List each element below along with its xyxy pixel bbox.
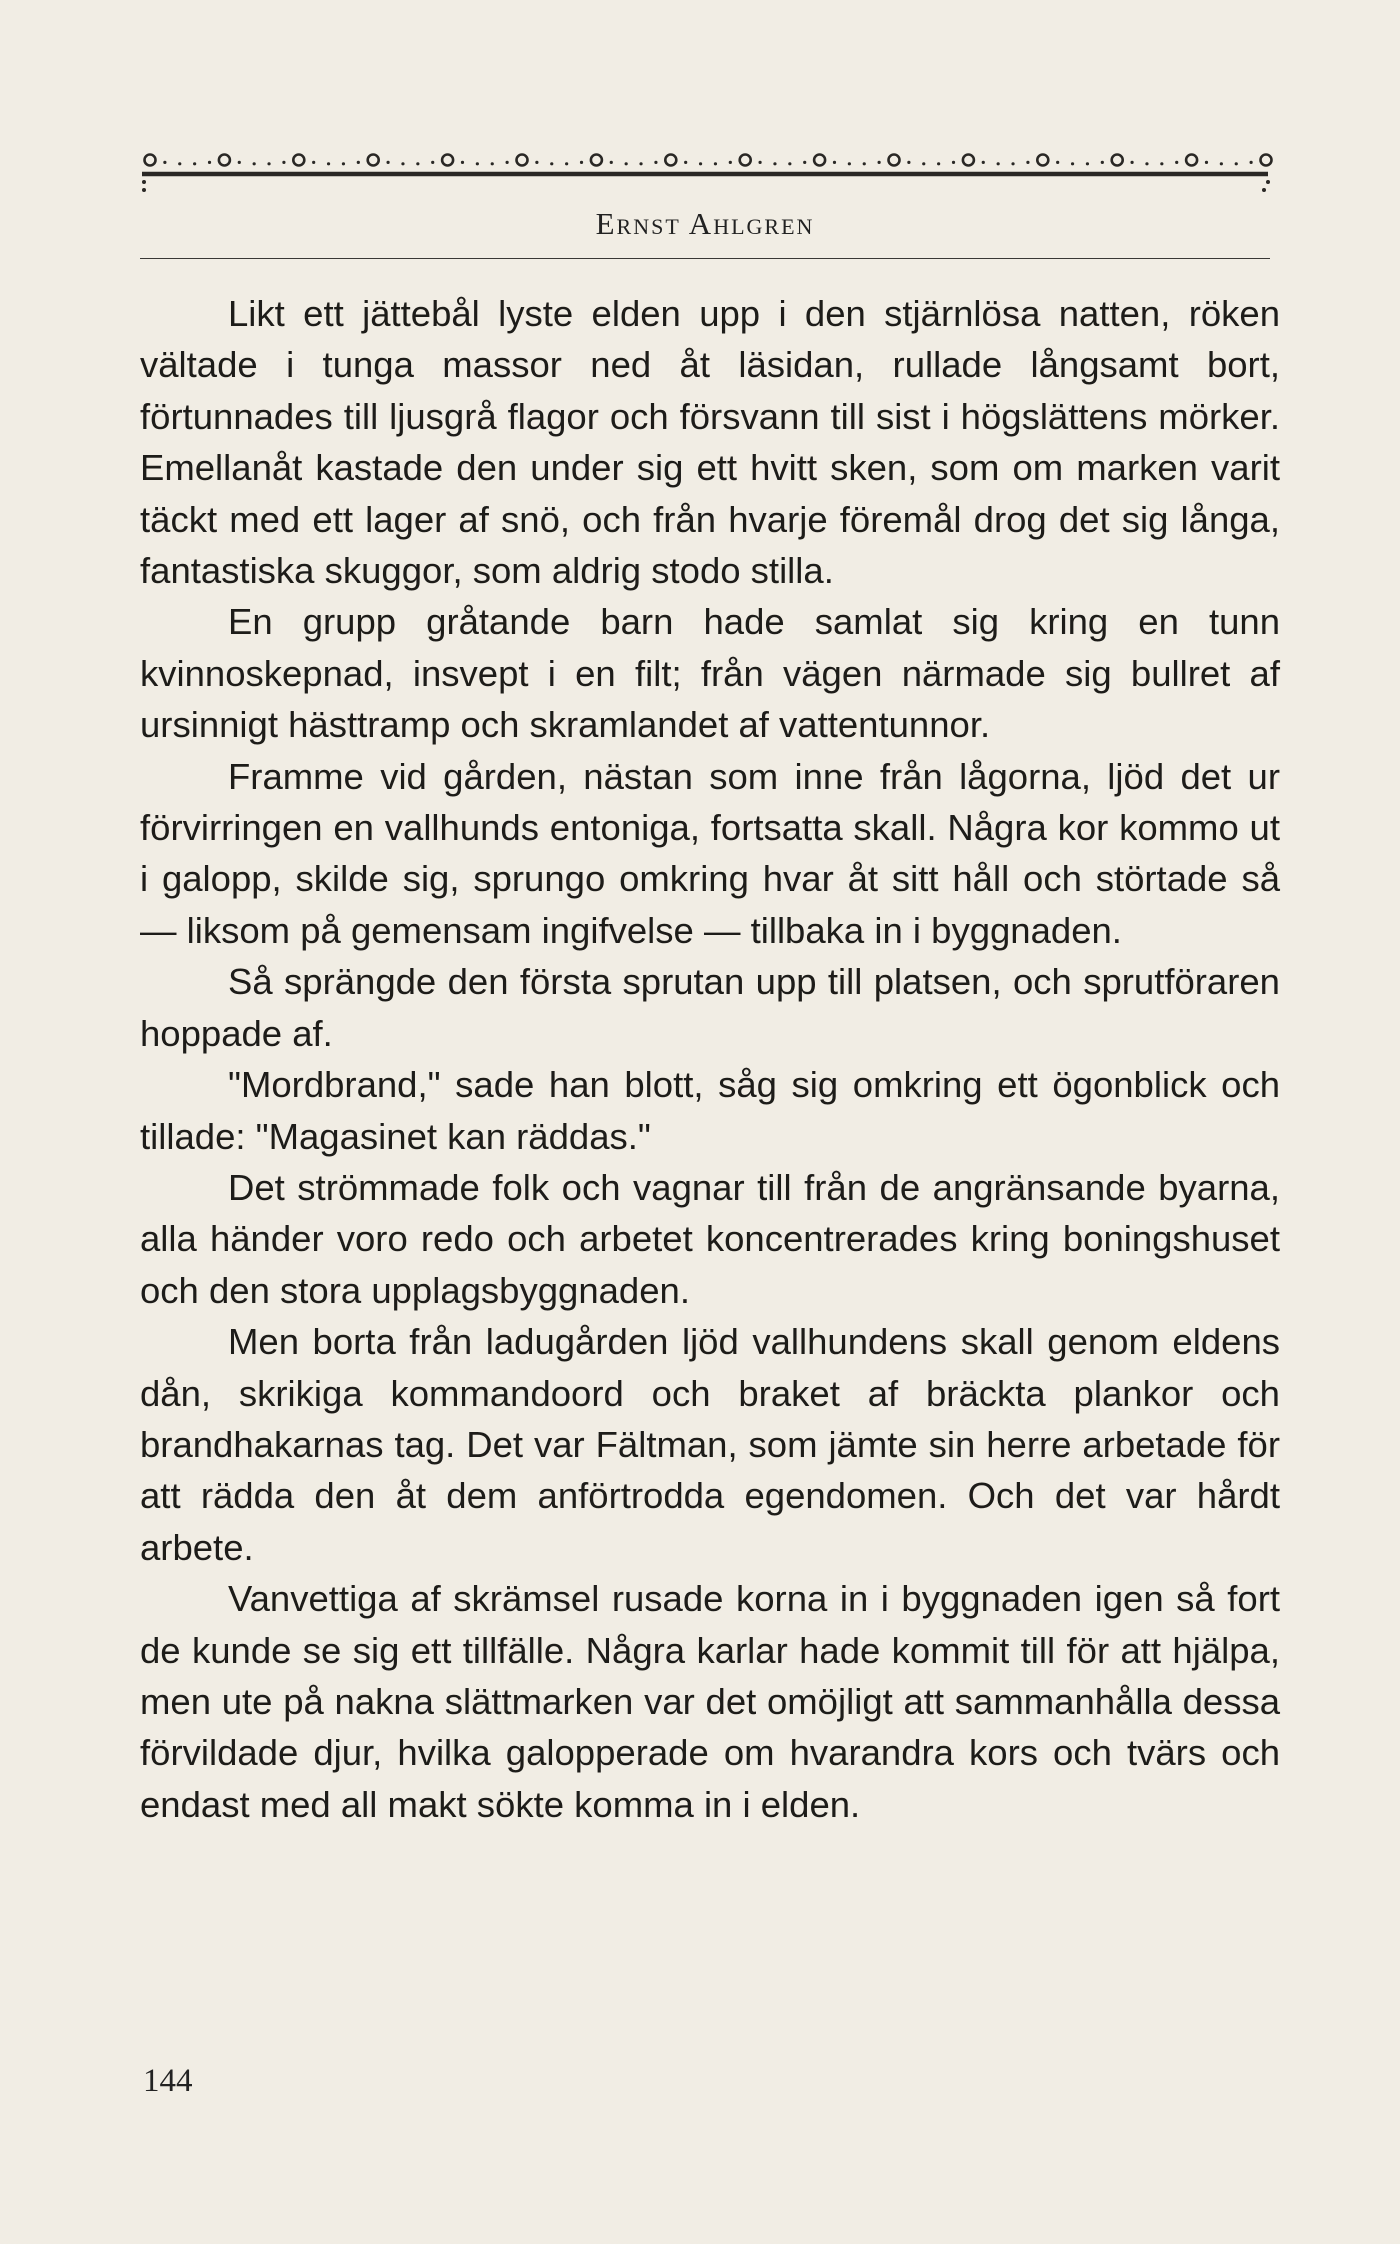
paragraph: Framme vid gården, nästan som inne från lågorna, ljöd det ur förvirringen en vallhunds entoniga, fortsatta skall. Några kor kommo ut i galopp, skilde sig, sprungo omkring hvar åt sitt håll och störtade så — liksom på gemensam ingifvelse — tillbaka in i byggnaden.	[140, 755, 1280, 951]
paragraph: Så sprängde den första sprutan upp till platsen, och sprutföraren hoppade af.	[140, 961, 1280, 1054]
paragraph: Det strömmade folk och vagnar till från de angränsande byarna, alla händer voro redo och arbetet koncentrerades kring boningshuset och den stora upplagsbyggnaden.	[140, 1166, 1280, 1311]
page-number: 144	[143, 2063, 193, 2099]
paragraph: En grupp gråtande barn hade samlat sig kring en tunn kvinnoskepnad, insvept i en filt; från vägen närmade sig bullret af ursinnigt hästtramp och skramlandet af vattentunnor.	[140, 601, 1280, 746]
ornamental-border	[138, 138, 1278, 198]
paragraph: Vanvettiga af skrämsel rusade korna in i byggnaden igen så fort de kunde se sig ett tillfälle. Några karlar hade kommit till för att hjälpa, men ute på nakna slättmarken var det omöjligt att sammanhålla dessa förvildade djur, hvilka galopperade om hvarandra kors och tvärs och endast med all makt sökte komma in i elden.	[140, 1578, 1280, 1825]
body-text	[140, 288, 1280, 1830]
paragraph: Men borta från ladugården ljöd vallhundens skall genom eldens dån, skrikiga kommandoord och braket af bräckta plankor och brandhakarnas tag. Det var Fältman, som jämte sin herre arbetade för att rädda den åt dem anförtrodda egendomen. Och det var hårdt arbete.	[140, 1321, 1280, 1568]
running-head: Ernst Ahlgren	[595, 206, 815, 241]
paragraph: "Mordbrand," sade han blott, såg sig omkring ett ögonblick och tillade: "Magasinet kan räddas."	[140, 1064, 1280, 1157]
paragraph: Likt ett jättebål lyste elden upp i den stjärnlösa natten, röken vältade i tunga massor ned åt läsidan, rullade långsamt bort, förtunnades till ljusgrå flagor och försvann till sist i högslättens mörker. Emellanåt kastade den under sig ett hvitt sken, som om marken varit täckt med ett lager af snö, och från hvarje föremål drog det sig långa, fantastiska skuggor, som aldrig stodo stilla.	[140, 293, 1280, 592]
header-rule	[140, 258, 1270, 259]
